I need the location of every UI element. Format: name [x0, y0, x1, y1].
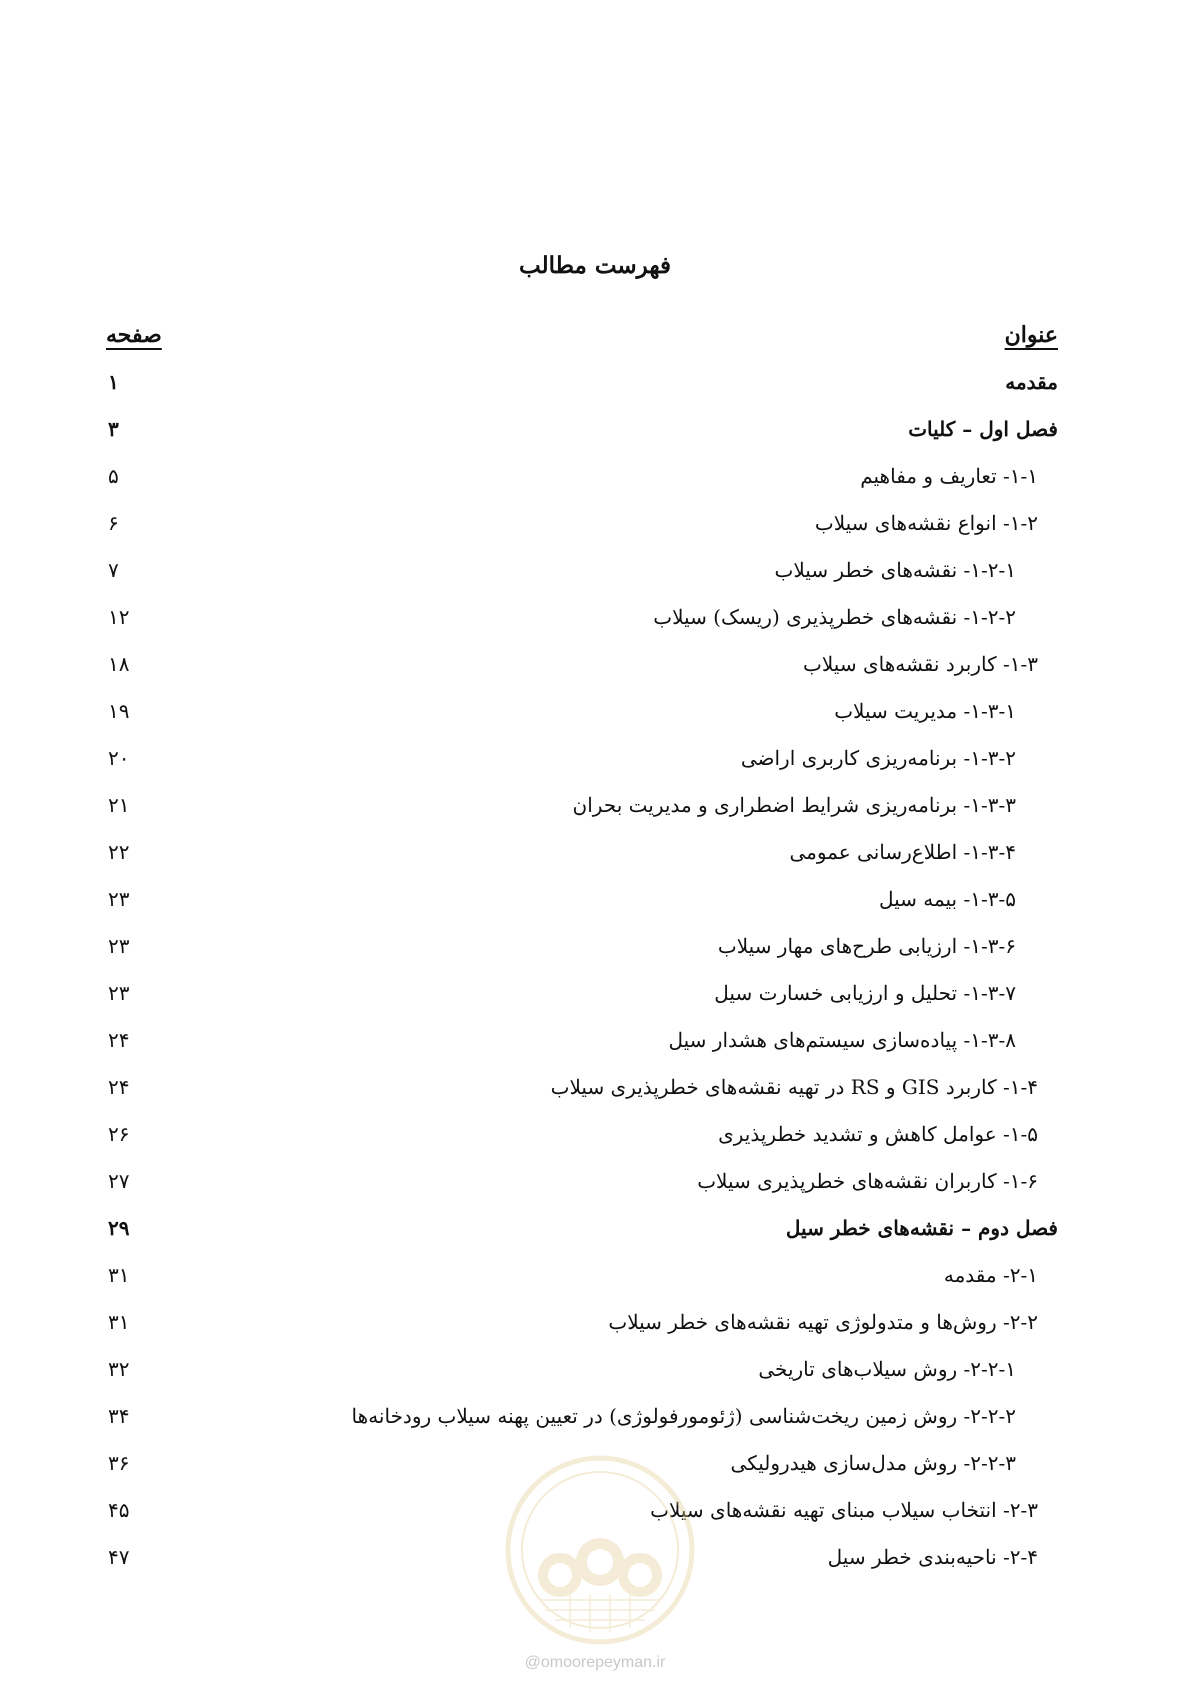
- toc-entry-page-number: ۳۶: [108, 1451, 130, 1475]
- watermark-logo-icon: [500, 1450, 700, 1650]
- page-title: فهرست مطالب: [519, 252, 671, 279]
- column-header-page: صفحه: [106, 322, 162, 348]
- toc-entry-page-number: ۲۹: [108, 1216, 130, 1240]
- toc-entry: [0, 1069, 1190, 1116]
- toc-entry-page-number: ۱۲: [108, 605, 130, 629]
- toc-entry-title: ۱-۶- کاربران نقشه‌های خطرپذیری سیلاب: [697, 1169, 1038, 1193]
- toc-entry-page-number: ۲۶: [108, 1122, 130, 1146]
- toc-entry-page-number: ۲۱: [108, 793, 130, 817]
- toc-entry-title: ۱-۲- انواع نقشه‌های سیلاب: [814, 511, 1038, 535]
- toc-entry-title: ۱-۱- تعاریف و مفاهیم: [860, 464, 1038, 488]
- toc-entry-title: ۱-۵- عوامل کاهش و تشدید خطرپذیری: [718, 1122, 1038, 1146]
- toc-entry-page-number: ۴۵: [108, 1498, 130, 1522]
- toc-entry: [0, 1210, 1190, 1257]
- toc-entry: [0, 458, 1190, 505]
- toc-entry: [0, 693, 1190, 740]
- table-of-contents: [0, 364, 1190, 1586]
- toc-entry: [0, 975, 1190, 1022]
- toc-entry: [0, 834, 1190, 881]
- toc-entry-page-number: ۲۳: [108, 934, 130, 958]
- toc-entry-title: ۱-۳-۲- برنامه‌ریزی کاربری اراضی: [740, 746, 1016, 770]
- toc-entry-title: مقدمه: [1005, 370, 1058, 394]
- toc-entry-title: ۲-۲- روش‌ها و متدولوژی تهیه نقشه‌های خطر سیلاب: [608, 1310, 1038, 1334]
- toc-entry-title: ۱-۴- کاربرد GIS و RS در تهیه نقشه‌های خطرپذیری سیلاب: [550, 1075, 1038, 1099]
- toc-entry-title: ۱-۳-۴- اطلاع‌رسانی عمومی: [789, 840, 1016, 864]
- toc-entry-page-number: ۴۷: [108, 1545, 130, 1569]
- toc-entry-page-number: ۷: [108, 558, 119, 582]
- toc-entry-title: ۱-۳-۵- بیمه سیل: [878, 887, 1016, 911]
- toc-entry: [0, 1022, 1190, 1069]
- toc-entry-title: ۱-۲-۱- نقشه‌های خطر سیلاب: [774, 558, 1016, 582]
- toc-entry-page-number: ۱۸: [108, 652, 130, 676]
- toc-entry-title: ۱-۳-۸- پیاده‌سازی سیستم‌های هشدار سیل: [668, 1028, 1016, 1052]
- toc-entry-page-number: ۳۱: [108, 1310, 130, 1334]
- toc-entry: [0, 928, 1190, 975]
- toc-entry-page-number: ۵: [108, 464, 119, 488]
- toc-entry-title: ۲-۱- مقدمه: [943, 1263, 1038, 1287]
- toc-entry: [0, 552, 1190, 599]
- toc-entry: [0, 787, 1190, 834]
- toc-entry-page-number: ۳۴: [108, 1404, 130, 1428]
- toc-entry-page-number: ۳: [108, 417, 119, 441]
- toc-entry: [0, 1304, 1190, 1351]
- toc-entry-title: ۲-۴- ناحیه‌بندی خطر سیل: [827, 1545, 1038, 1569]
- toc-entry-title: ۱-۳-۷- تحلیل و ارزیابی خسارت سیل: [714, 981, 1016, 1005]
- toc-entry-title: ۱-۳-۱- مدیریت سیلاب: [834, 699, 1016, 723]
- toc-entry: [0, 505, 1190, 552]
- toc-entry-page-number: ۲۰: [108, 746, 130, 770]
- toc-entry: [0, 881, 1190, 928]
- toc-entry: [0, 1163, 1190, 1210]
- toc-entry: [0, 1398, 1190, 1445]
- toc-entry-title: فصل اول – کلیات: [908, 417, 1058, 441]
- column-header-title: عنوان: [1004, 322, 1058, 348]
- toc-entry: [0, 411, 1190, 458]
- toc-entry-page-number: ۲۴: [108, 1028, 130, 1052]
- toc-entry-title: فصل دوم – نقشه‌های خطر سیل: [785, 1216, 1058, 1240]
- toc-entry-title: ۱-۳-۳- برنامه‌ریزی شرایط اضطراری و مدیریت بحران: [572, 793, 1016, 817]
- toc-entry-page-number: ۲۳: [108, 887, 130, 911]
- toc-entry-title: ۲-۲-۲- روش زمین ریخت‌شناسی (ژئومورفولوژی) در تعیین پهنه سیلاب رودخانه‌ها: [351, 1404, 1016, 1428]
- toc-entry: [0, 1351, 1190, 1398]
- toc-entry-title: ۱-۳-۶- ارزیابی طرح‌های مهار سیلاب: [717, 934, 1016, 958]
- toc-entry: [0, 364, 1190, 411]
- toc-entry-page-number: ۲۷: [108, 1169, 130, 1193]
- toc-entry-page-number: ۲۳: [108, 981, 130, 1005]
- toc-entry: [0, 1257, 1190, 1304]
- toc-entry: [0, 646, 1190, 693]
- toc-entry-page-number: ۳۱: [108, 1263, 130, 1287]
- toc-entry: [0, 599, 1190, 646]
- toc-entry-title: ۱-۲-۲- نقشه‌های خطرپذیری (ریسک) سیلاب: [653, 605, 1016, 629]
- toc-entry: [0, 740, 1190, 787]
- toc-entry-title: ۱-۳- کاربرد نقشه‌های سیلاب: [803, 652, 1038, 676]
- toc-entry-page-number: ۱۹: [108, 699, 130, 723]
- toc-entry-page-number: ۲۴: [108, 1075, 130, 1099]
- toc-entry-page-number: ۶: [108, 511, 119, 535]
- toc-entry-title: ۲-۲-۱- روش سیلاب‌های تاریخی: [758, 1357, 1016, 1381]
- toc-entry-page-number: ۳۲: [108, 1357, 130, 1381]
- toc-entry-page-number: ۲۲: [108, 840, 130, 864]
- toc-entry: [0, 1116, 1190, 1163]
- toc-entry-page-number: ۱: [108, 370, 119, 394]
- watermark-site: @omoorepeyman.ir: [524, 1654, 666, 1671]
- toc-entry-title: ۲-۲-۳- روش مدل‌سازی هیدرولیکی: [730, 1451, 1016, 1475]
- toc-entry-title: ۲-۳- انتخاب سیلاب مبنای تهیه نقشه‌های سیلاب: [650, 1498, 1038, 1522]
